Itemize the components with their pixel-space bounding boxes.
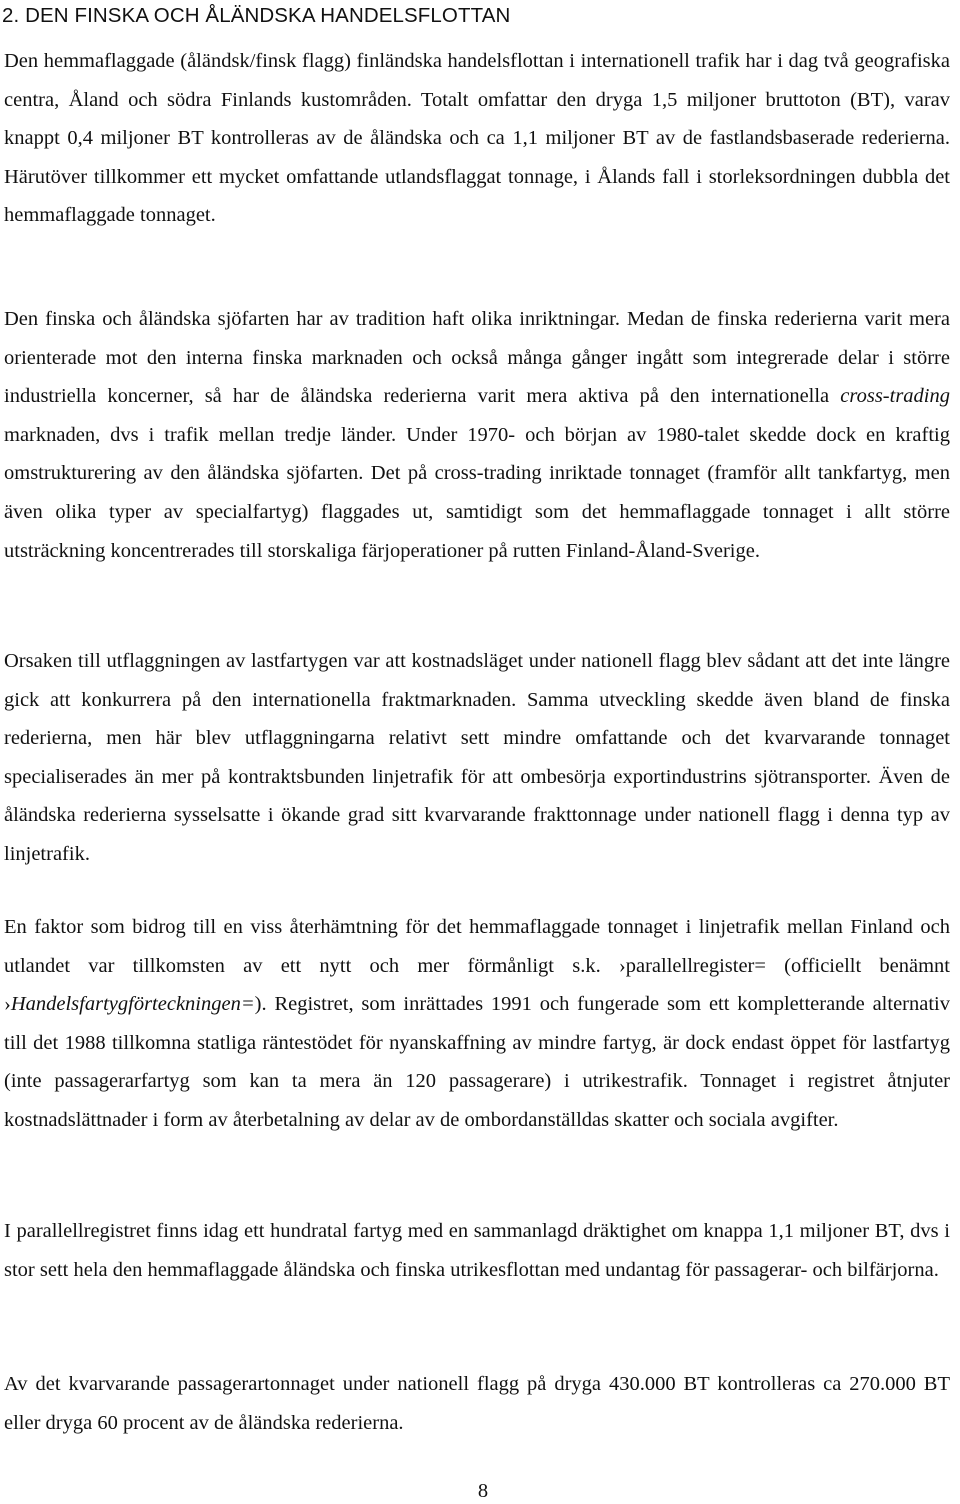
paragraph-text: Den finska och åländska sjöfarten har av tradition haft olika inriktningar. Medan de finska rederierna varit mera orienterade mot den interna finska marknaden och också många gånger ingått som integrerade delar i större industriella koncerner, så har de åländska rederierna varit mera aktiva på den internationella — [4, 308, 950, 408]
paragraph-text: ). Registret, som inrättades 1991 och fungerade som ett kompletterande alternativ till det 1988 tillkomna statliga räntestödet för nyanskaffning av mindre fartyg, är dock endast öppet för lastfartyg (inte passagerarfartyg som kan ta mera än 120 passagerare) i utrikestrafik. Tonnaget i registret åtnjuter kostnadslättnader i form av återbetalning av delar av de ombordanställdas skatter och sociala avgifter. — [4, 993, 950, 1131]
paragraph-register-size: I parallellregistret finns idag ett hundratal fartyg med en sammanlagd dräktighet om knappa 1,1 miljoner BT, dvs i stor sett hela den hemmaflaggade åländska och finska utrikesflottan med undantag för passagerar- och bilfärjorna. — [4, 1220, 950, 1281]
paragraph-shipping-orientation — [4, 300, 950, 570]
paragraph-fleet-overview: Den hemmaflaggade (åländsk/finsk flagg) finländska handelsflottan i internationell trafik har i dag två geografiska centra, Åland och södra Finlands kustområden. Totalt omfattar den dryga 1,5 miljoner bruttoton (BT), varav knappt 0,4 miljoner BT kontrolleras av de åländska och ca 1,1 miljoner BT av de fastlandsbaserade rederierna. Härutöver tillkommer ett mycket omfattande utlandsflaggat tonnage, i Ålands fall i storleksordningen dubbla det hemmaflaggade tonnaget. — [4, 50, 950, 227]
italic-term: Handelsfartygförteckningen= — [10, 993, 255, 1016]
page-number: 8 — [477, 1480, 489, 1502]
paragraph-parallel-register — [4, 908, 950, 1140]
paragraph-flagging-out-reasons: Orsaken till utflaggningen av lastfartygen var att kostnadsläget under nationell flagg blev sådant att det inte längre gick att konkurrera på den internationella fraktmarknaden. Samma utveckling skedde även bland de finska rederierna, men här blev utflaggningarna relativt sett mindre omfattande och det kvarvarande tonnaget specialiserades än mer på kontraktsbunden linjetrafik för att ombesörja exportindustrins sjötransporter. Även de åländska rederierna sysselsatte i ökande grad sitt kvarvarande frakttonnage under nationell flagg i denna typ av linjetrafik. — [4, 650, 950, 865]
section-heading: 2. DEN FINSKA OCH ÅLÄNDSKA HANDELSFLOTTAN — [2, 4, 511, 27]
paragraph-text: En faktor som bidrog till en viss återhämtning för det hemmaflaggade tonnaget i linjetrafik mellan Finland och utlandet var tillkomsten av ett nytt och mer förmånligt s.k. ›parallellregister= (officiellt benämnt › — [4, 916, 950, 1016]
paragraph-text: marknaden, dvs i trafik mellan tredje länder. Under 1970- och början av 1980-talet skedde dock en kraftig omstrukturering av den åländska sjöfarten. Det på cross-trading inriktade tonnaget (framför allt tankfartyg, men även olika typer av specialfartyg) flaggades ut, samtidigt som det hemmaflaggade tonnaget i allt större utsträckning koncentrerades till storskaliga färjoperationer på rutten Finland-Åland-Sverige. — [4, 423, 950, 562]
paragraph-passenger-tonnage: Av det kvarvarande passagerartonnaget under nationell flagg på dryga 430.000 BT kontrolleras ca 270.000 BT eller dryga 60 procent av de åländska rederierna. — [4, 1373, 950, 1434]
italic-term: cross-trading — [840, 385, 950, 408]
